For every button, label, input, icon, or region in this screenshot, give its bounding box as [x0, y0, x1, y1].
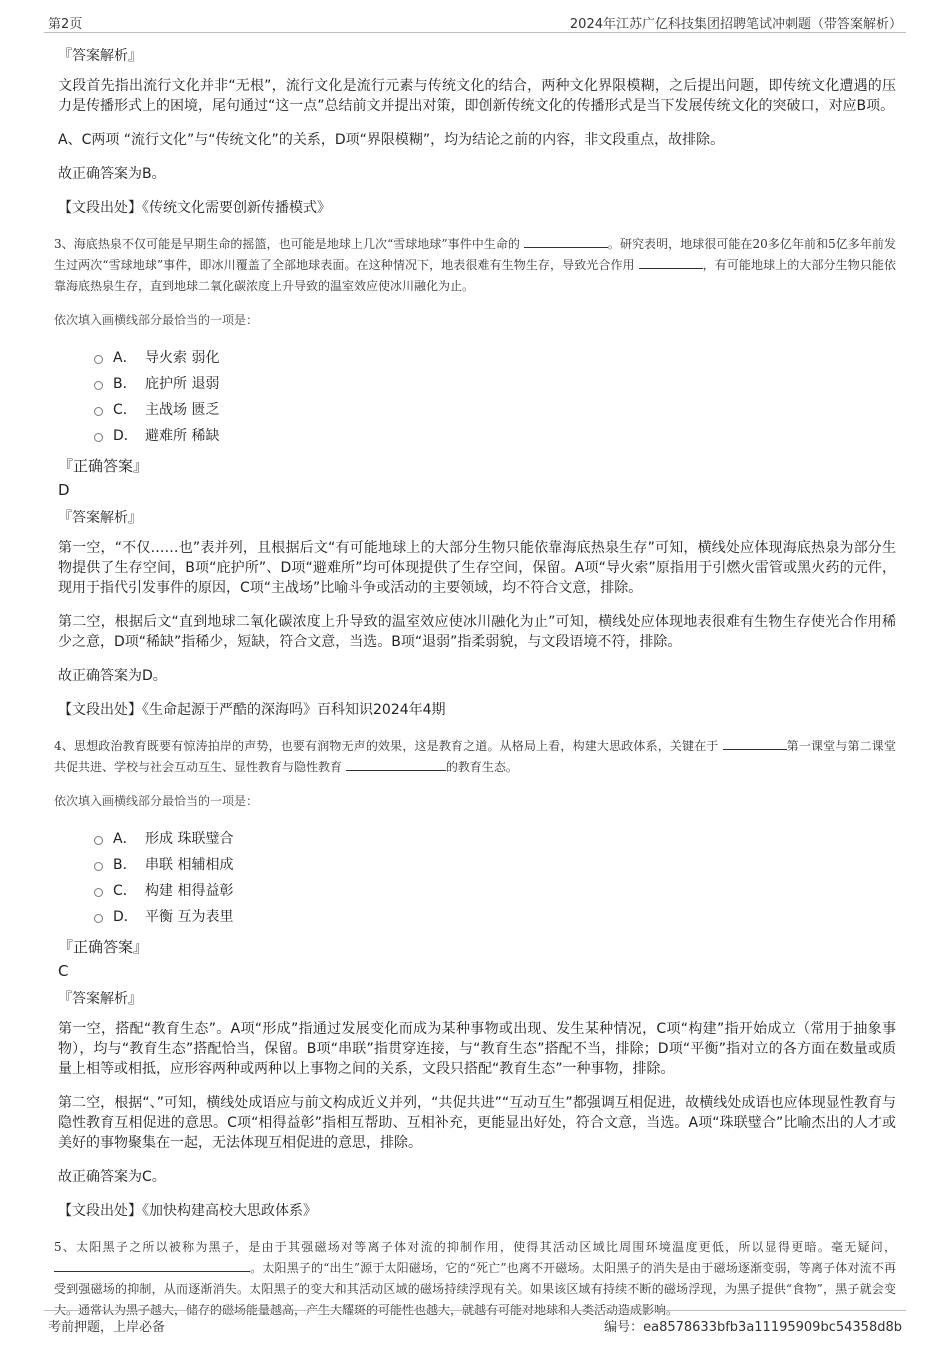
- q3-correct-answer: D: [58, 481, 70, 499]
- q2-answer-line: 故正确答案为B。: [58, 166, 166, 182]
- q4-blank-1: [723, 737, 787, 750]
- q3-prompt: 依次填入画横线部分最恰当的一项是：: [54, 313, 259, 327]
- q4-analysis-p2: 第二空，根据“、”可知，横线处成语应与前文构成近义并列，“共促共进”“互动互生”都强调互相促进，故横线处成语也应体现显性教育与隐性教育互相促进的意思。C项“相得益彰”指相互帮助、互相补充，更能显出好处，符合文意，当选。A项“珠联璧合”比喻杰出的人才或美好的事物聚集在一起，无法体现互相促进的意思，排除。: [58, 1095, 896, 1151]
- q3-option-b[interactable]: B． 庇护所 退弱: [94, 370, 896, 396]
- q3-blank-1: [524, 235, 608, 248]
- q3-blank-2: [639, 256, 703, 269]
- footer-slogan: 考前押题，上岸必备: [48, 1320, 166, 1335]
- q3-option-a[interactable]: A． 导火索 弱化: [94, 344, 896, 370]
- analysis-label: 『答案解析』: [58, 510, 142, 526]
- radio-icon[interactable]: [94, 914, 103, 923]
- q4-option-d[interactable]: D． 平衡 互为表里: [94, 903, 896, 929]
- q3-question: 3、海底热泉不仅可能是早期生命的摇篮，也可能是地球上几次“雪球地球”事件中生命的 。研究表明，地球很可能在20多亿年前和5亿多年前发生过两次“雪球地球”事件，即冰川覆盖了全部地球表面。在这种情况下，地表很难有生物生存，导致光合作用 ，有可能地球上的大部分生物只能依靠海底热泉生存，直到地球二氧化碳浓度上升导致的温室效应使冰川融化为止。: [54, 237, 896, 293]
- document-id: 编号：ea8578633bfb3a11195909bc54358d8b: [604, 1320, 902, 1335]
- q4-analysis-p1: 第一空，搭配“教育生态”。A项“形成”指通过发展变化而成为某种事物或出现、发生某种情况，C项“构建”指开始成立（常用于抽象事物），均与“教育生态”搭配恰当，保留。B项“串联”指贯穿连接，与“教育生态”搭配不当，排除；D项“平衡”指对立的各方面在数量或质量上相等或相抵，应形容两种或两种以上事物之间的关系，文段只搭配“教育生态”一种事物，排除。: [58, 1021, 896, 1077]
- q4-blank-2: [346, 758, 446, 771]
- q3-source: 【文段出处】《生命起源于严酷的深海吗》百科知识2024年4期: [58, 702, 446, 718]
- radio-icon[interactable]: [94, 433, 103, 442]
- page-header: [44, 10, 906, 33]
- correct-answer-label: 『正确答案』: [58, 938, 149, 956]
- radio-icon[interactable]: [94, 862, 103, 871]
- q3-option-c[interactable]: C． 主战场 匮乏: [94, 396, 896, 422]
- q4-question: 4、思想政治教育既要有惊涛拍岸的声势，也要有润物无声的效果，这是教育之道。从格局上看，构建大思政体系，关键在于 第一课堂与第二课堂共促共进、学校与社会互动互生、显性教育与隐性教育 的教育生态。: [54, 739, 896, 774]
- q2-analysis-p2: A、C两项 “流行文化”与“传统文化”的关系，D项“界限模糊”，均为结论之前的内容，非文段重点，故排除。: [58, 132, 725, 148]
- radio-icon[interactable]: [94, 381, 103, 390]
- radio-icon[interactable]: [94, 407, 103, 416]
- radio-icon[interactable]: [94, 888, 103, 897]
- q3-options: [94, 344, 896, 448]
- document-title: 2024年江苏广亿科技集团招聘笔试冲刺题（带答案解析）: [569, 17, 902, 32]
- q5-blank-1: [54, 1259, 250, 1272]
- q3-analysis-p2: 第二空，根据后文“直到地球二氧化碳浓度上升导致的温室效应使冰川融化为止”可知，横线处应体现地表很难有生物生存使光合作用稀少之意，D项“稀缺”指稀少，短缺，符合文意，当选。B项“退弱”指柔弱貌，与文段语境不符，排除。: [58, 614, 896, 650]
- correct-answer-label: 『正确答案』: [58, 457, 149, 475]
- q3-answer-line: 故正确答案为D。: [58, 668, 167, 684]
- q5-question: 5、太阳黑子之所以被称为黑子，是由于其强磁场对等离子体对流的抑制作用，使得其活动区域比周围环境温度更低，所以显得更暗。毫无疑问，。太阳黑子的“出生”源于太阳磁场，它的“死亡”也离不开磁场。太阳黑子的消失是由于磁场逐渐变弱，等离子体对流不再受到强磁场的抑制，从而逐渐消失。太阳黑子的变大和其活动区域的磁场持续浮现有关。如果该区域有持续不断的磁场浮现，为黑子提供“食物”，黑子就会变大。通常认为黑子越大，储存的磁场能量越高，产生大耀斑的可能性也越大，就越有可能对地球和人类活动造成影响。: [54, 1240, 896, 1317]
- analysis-label: 『答案解析』: [58, 48, 142, 64]
- q2-source: 【文段出处】《传统文化需要创新传播模式》: [58, 200, 331, 216]
- q4-correct-answer: C: [58, 962, 69, 980]
- document-body: [54, 38, 896, 1335]
- q4-options: [94, 825, 896, 929]
- q4-prompt: 依次填入画横线部分最恰当的一项是：: [54, 794, 259, 808]
- q2-analysis-p1: 文段首先指出流行文化并非“无根”，流行文化是流行元素与传统文化的结合，两种文化界限模糊，之后提出问题，即传统文化遭遇的压力是传播形式上的困境，尾句通过“这一点”总结前文并提出对策，即创新传统文化的传播形式是当下发展传统文化的突破口，对应B项。: [58, 78, 896, 114]
- radio-icon[interactable]: [94, 355, 103, 364]
- q4-option-c[interactable]: C． 构建 相得益彰: [94, 877, 896, 903]
- analysis-label: 『答案解析』: [58, 991, 142, 1007]
- page-footer: [44, 1310, 906, 1337]
- q4-option-a[interactable]: A． 形成 珠联璧合: [94, 825, 896, 851]
- q4-option-b[interactable]: B． 串联 相辅相成: [94, 851, 896, 877]
- q3-analysis-p1: 第一空，“不仅……也”表并列，且根据后文“有可能地球上的大部分生物只能依靠海底热泉生存”可知，横线处应体现海底热泉为部分生物提供了生存空间，B项“庇护所”、D项“避难所”均可体现提供了生存空间，保留。A项“导火索”原指用于引燃火雷管或黑火药的元件，现用于指代引发事件的原因，C项“主战场”比喻斗争或活动的主要领域，均不符合文意，排除。: [58, 540, 896, 596]
- radio-icon[interactable]: [94, 836, 103, 845]
- q3-option-d[interactable]: D． 避难所 稀缺: [94, 422, 896, 448]
- page-number: 第2页: [48, 17, 83, 32]
- q4-answer-line: 故正确答案为C。: [58, 1169, 166, 1185]
- q4-source: 【文段出处】《加快构建高校大思政体系》: [58, 1203, 317, 1219]
